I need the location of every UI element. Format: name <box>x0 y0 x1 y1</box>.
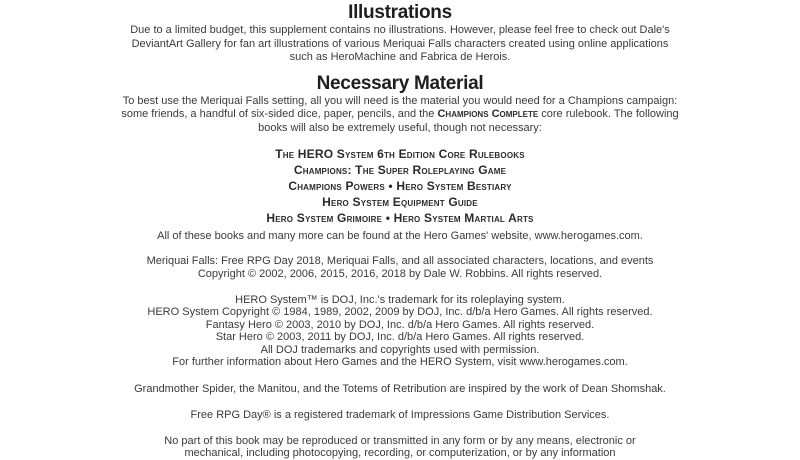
text-line: Fantasy Hero © 2003, 2010 by DOJ, Inc. d/b/a Hero Games. All rights reserved. <box>205 318 595 331</box>
necessary-material-paragraph <box>0 95 800 136</box>
books-availability-note <box>0 230 800 244</box>
recommended-book-list <box>0 146 800 226</box>
text-line: DeviantArt Gallery for fan art illustrations of various Meriquai Falls characters created using online applications <box>131 37 669 50</box>
inspiration-credit <box>0 383 800 397</box>
text-segment: core rulebook. The following <box>538 108 679 120</box>
meriquai-copyright <box>0 255 800 281</box>
text-line: books will also be extremely useful, though not necessary: <box>258 121 542 134</box>
text-line: All of these books and many more can be found at the Hero Games' website, www.herogames.com. <box>157 230 643 242</box>
text-line: Grandmother Spider, the Manitou, and the Totems of Retribution are inspired by the work of Dean Shomshak. <box>134 382 666 395</box>
necessary-material-heading: Necessary Material <box>316 72 484 94</box>
illustrations-paragraph <box>0 24 800 65</box>
text-segment: some friends, a handful of six-sided dice, paper, pencils, and the <box>121 108 438 120</box>
book-list-item: The HERO System 6th Edition Core Rulebooks <box>275 147 525 161</box>
book-list-item: Hero System Grimoire • Hero System Martial Arts <box>266 211 534 225</box>
text-line: Due to a limited budget, this supplement contains no illustrations. However, please feel free to check out Dale's <box>130 24 670 36</box>
book-list-item: Hero System Equipment Guide <box>322 195 478 209</box>
text-line: mechanical, including photocopying, recording, or computerization, or by any information <box>184 447 616 459</box>
text-line: HERO System™ is DOJ, Inc.'s trademark for its roleplaying system. <box>235 293 565 306</box>
text-line: Star Hero © 2003, 2011 by DOJ, Inc. d/b/a Hero Games. All rights reserved. <box>215 331 585 343</box>
text-line: To best use the Meriquai Falls setting, all you will need is the material you would need for a Champions campaign: <box>122 94 678 107</box>
reproduction-notice <box>0 435 800 460</box>
illustrations-heading: Illustrations <box>348 2 452 23</box>
free-rpg-day-trademark <box>0 409 800 422</box>
text-line: HERO System Copyright © 1984, 1989, 2002, 2009 by DOJ, Inc. d/b/a Hero Games. All rights reserved. <box>147 306 653 318</box>
text-line: All DOJ trademarks and copyrights used with permission. <box>260 343 540 356</box>
champions-complete-title: Champions Complete <box>437 108 539 120</box>
text-line: No part of this book may be reproduced or transmitted in any form or by any means, electronic or <box>164 434 636 447</box>
text-line: Meriquai Falls: Free RPG Day 2018, Meriquai Falls, and all associated characters, locations, and events <box>146 254 654 267</box>
book-list-item: Champions: The Super Roleplaying Game <box>293 163 507 177</box>
hero-system-legal <box>0 294 800 369</box>
text-line: For further information about Hero Games and the HERO System, visit www.herogames.com. <box>172 356 628 368</box>
text-line: Free RPG Day® is a registered trademark of Impressions Game Distribution Services. <box>190 409 610 421</box>
book-list-item: Champions Powers • Hero System Bestiary <box>288 179 512 193</box>
text-line: such as HeroMachine and Fabrica de Herois. <box>289 51 511 63</box>
text-line: Copyright © 2002, 2006, 2015, 2016, 2018 by Dale W. Robbins. All rights reserved. <box>197 267 603 280</box>
text-line <box>0 108 800 122</box>
